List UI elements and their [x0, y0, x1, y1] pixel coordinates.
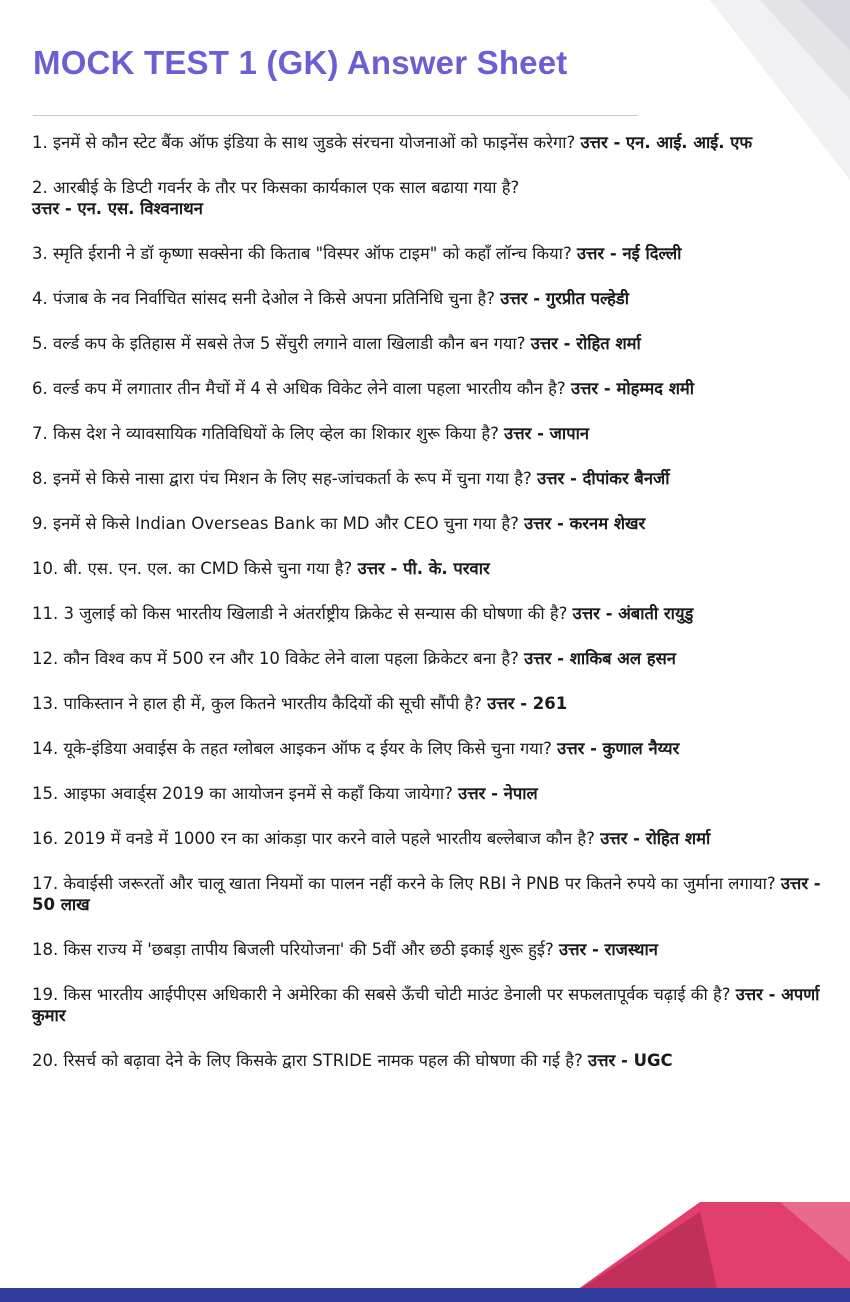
- question-item: [32, 243, 832, 264]
- question-text: 9. इनमें से किसे Indian Overseas Bank का MD और CEO चुना गया है?: [32, 514, 519, 533]
- question-item: [32, 939, 832, 960]
- answer-text: उत्तर - UGC: [588, 1051, 673, 1070]
- question-text: 18. किस राज्य में 'छबड़ा तापीय बिजली परियोजना' की 5वीं और छठी इकाई शुरू हुई?: [32, 940, 554, 959]
- question-item: [32, 423, 832, 444]
- question-item: [32, 378, 832, 399]
- question-item: [32, 513, 832, 534]
- answer-text: उत्तर - रोहित शर्मा: [600, 829, 711, 848]
- question-item: [32, 738, 832, 759]
- question-text: 12. कौन विश्व कप में 500 रन और 10 विकेट लेने वाला पहला क्रिकेटर बना है?: [32, 649, 519, 668]
- question-item: [32, 648, 832, 669]
- answer-text: उत्तर - एन. एस. विश्वनाथन: [32, 199, 203, 218]
- question-text: 5. वर्ल्ड कप के इतिहास में सबसे तेज 5 सेंचुरी लगाने वाला खिलाडी कौन बन गया?: [32, 334, 526, 353]
- question-text: 14. यूके-इंडिया अवाईस के तहत ग्लोबल आइकन ऑफ द ईयर के लिए किसे चुना गया?: [32, 739, 552, 758]
- answer-text: उत्तर - करनम शेखर: [524, 514, 646, 533]
- question-item: [32, 132, 832, 153]
- answer-text: उत्तर - 50 लाख: [32, 874, 821, 914]
- question-list: [32, 132, 832, 1095]
- question-item: [32, 177, 832, 219]
- question-text: 13. पाकिस्तान ने हाल ही में, कुल कितने भारतीय कैदियों की सूची सौंपी है?: [32, 694, 483, 713]
- question-item: [32, 783, 832, 804]
- answer-text: उत्तर - शाकिब अल हसन: [524, 649, 676, 668]
- bottom-bar: [0, 1288, 850, 1302]
- answer-text: उत्तर - दीपांकर बैनर्जी: [537, 469, 670, 488]
- answer-text: उत्तर - जापान: [504, 424, 590, 443]
- question-text: 3. स्मृति ईरानी ने डॉ कृष्णा सक्सेना की किताब "विस्पर ऑफ टाइम" को कहाँ लॉन्च किया?: [32, 244, 572, 263]
- question-text: 4. पंजाब के नव निर्वाचित सांसद सनी देओल ने किसे अपना प्रतिनिधि चुना है?: [32, 289, 496, 308]
- answer-text: उत्तर - गुरप्रीत पल्हेडी: [500, 289, 630, 308]
- answer-text: उत्तर - नई दिल्ली: [576, 244, 682, 263]
- question-text: 2. आरबीई के डिप्टी गवर्नर के तौर पर किसका कार्यकाल एक साल बढाया गया है?: [32, 178, 520, 197]
- answer-text: उत्तर - पी. के. परवार: [357, 559, 490, 578]
- page-title: MOCK TEST 1 (GK) Answer Sheet: [33, 44, 568, 81]
- divider: [33, 115, 638, 116]
- bottom-decoration: [0, 1202, 850, 1302]
- question-text: 7. किस देश ने व्यावसायिक गतिविधियों के लिए व्हेल का शिकार शुरू किया है?: [32, 424, 499, 443]
- question-item: [32, 333, 832, 354]
- answer-text: उत्तर - अंबाती रायुडु: [572, 604, 694, 623]
- question-text: 17. केवाईसी जरूरतों और चालू खाता नियमों का पालन नहीं करने के लिए RBI ने PNB पर कितने रुपये का जुर्माना लगाया?: [32, 874, 776, 893]
- question-text: 6. वर्ल्ड कप में लगातार तीन मैचों में 4 से अधिक विकेट लेने वाला पहला भारतीय कौन है?: [32, 379, 566, 398]
- answer-text: उत्तर - रोहित शर्मा: [530, 334, 641, 353]
- answer-text: उत्तर - राजस्थान: [559, 940, 658, 959]
- question-item: [32, 288, 832, 309]
- question-text: 8. इनमें से किसे नासा द्वारा पंच मिशन के लिए सह-जांचकर्ता के रूप में चुना गया है?: [32, 469, 532, 488]
- answer-text: उत्तर - नेपाल: [458, 784, 538, 803]
- question-text: 10. बी. एस. एन. एल. का CMD किसे चुना गया है?: [32, 559, 353, 578]
- question-item: [32, 558, 832, 579]
- question-text: 15. आइफा अवार्ड्स 2019 का आयोजन इनमें से कहाँ किया जायेगा?: [32, 784, 453, 803]
- question-item: [32, 873, 832, 915]
- question-text: 16. 2019 में वनडे में 1000 रन का आंकड़ा पार करने वाले पहले भारतीय बल्लेबाज कौन है?: [32, 829, 595, 848]
- question-text: 1. इनमें से कौन स्टेट बैंक ऑफ इंडिया के साथ जुडके संरचना योजनाओं को फाइनेंस करेगा?: [32, 133, 576, 152]
- question-text: 20. रिसर्च को बढ़ावा देने के लिए किसके द्वारा STRIDE नामक पहल की घोषणा की गई है?: [32, 1051, 583, 1070]
- answer-text: उत्तर - अपर्णा कुमार: [32, 985, 820, 1025]
- question-item: [32, 693, 832, 714]
- question-text: 19. किस भारतीय आईपीएस अधिकारी ने अमेरिका की सबसे ऊँची चोटी माउंट डेनाली पर सफलतापूर्वक चढ़ाई की है?: [32, 985, 731, 1004]
- answer-text: उत्तर - मोहम्मद शमी: [570, 379, 695, 398]
- answer-text: उत्तर - एन. आई. आई. एफ: [580, 133, 753, 152]
- question-item: [32, 468, 832, 489]
- question-text: 11. 3 जुलाई को किस भारतीय खिलाडी ने अंतर्राष्ट्रीय क्रिकेट से सन्यास की घोषणा की है?: [32, 604, 568, 623]
- answer-text: उत्तर - कुणाल नैय्यर: [557, 739, 680, 758]
- question-item: [32, 603, 832, 624]
- question-item: [32, 828, 832, 849]
- question-item: [32, 1050, 832, 1071]
- question-item: [32, 984, 832, 1026]
- answer-text: उत्तर - 261: [487, 694, 568, 713]
